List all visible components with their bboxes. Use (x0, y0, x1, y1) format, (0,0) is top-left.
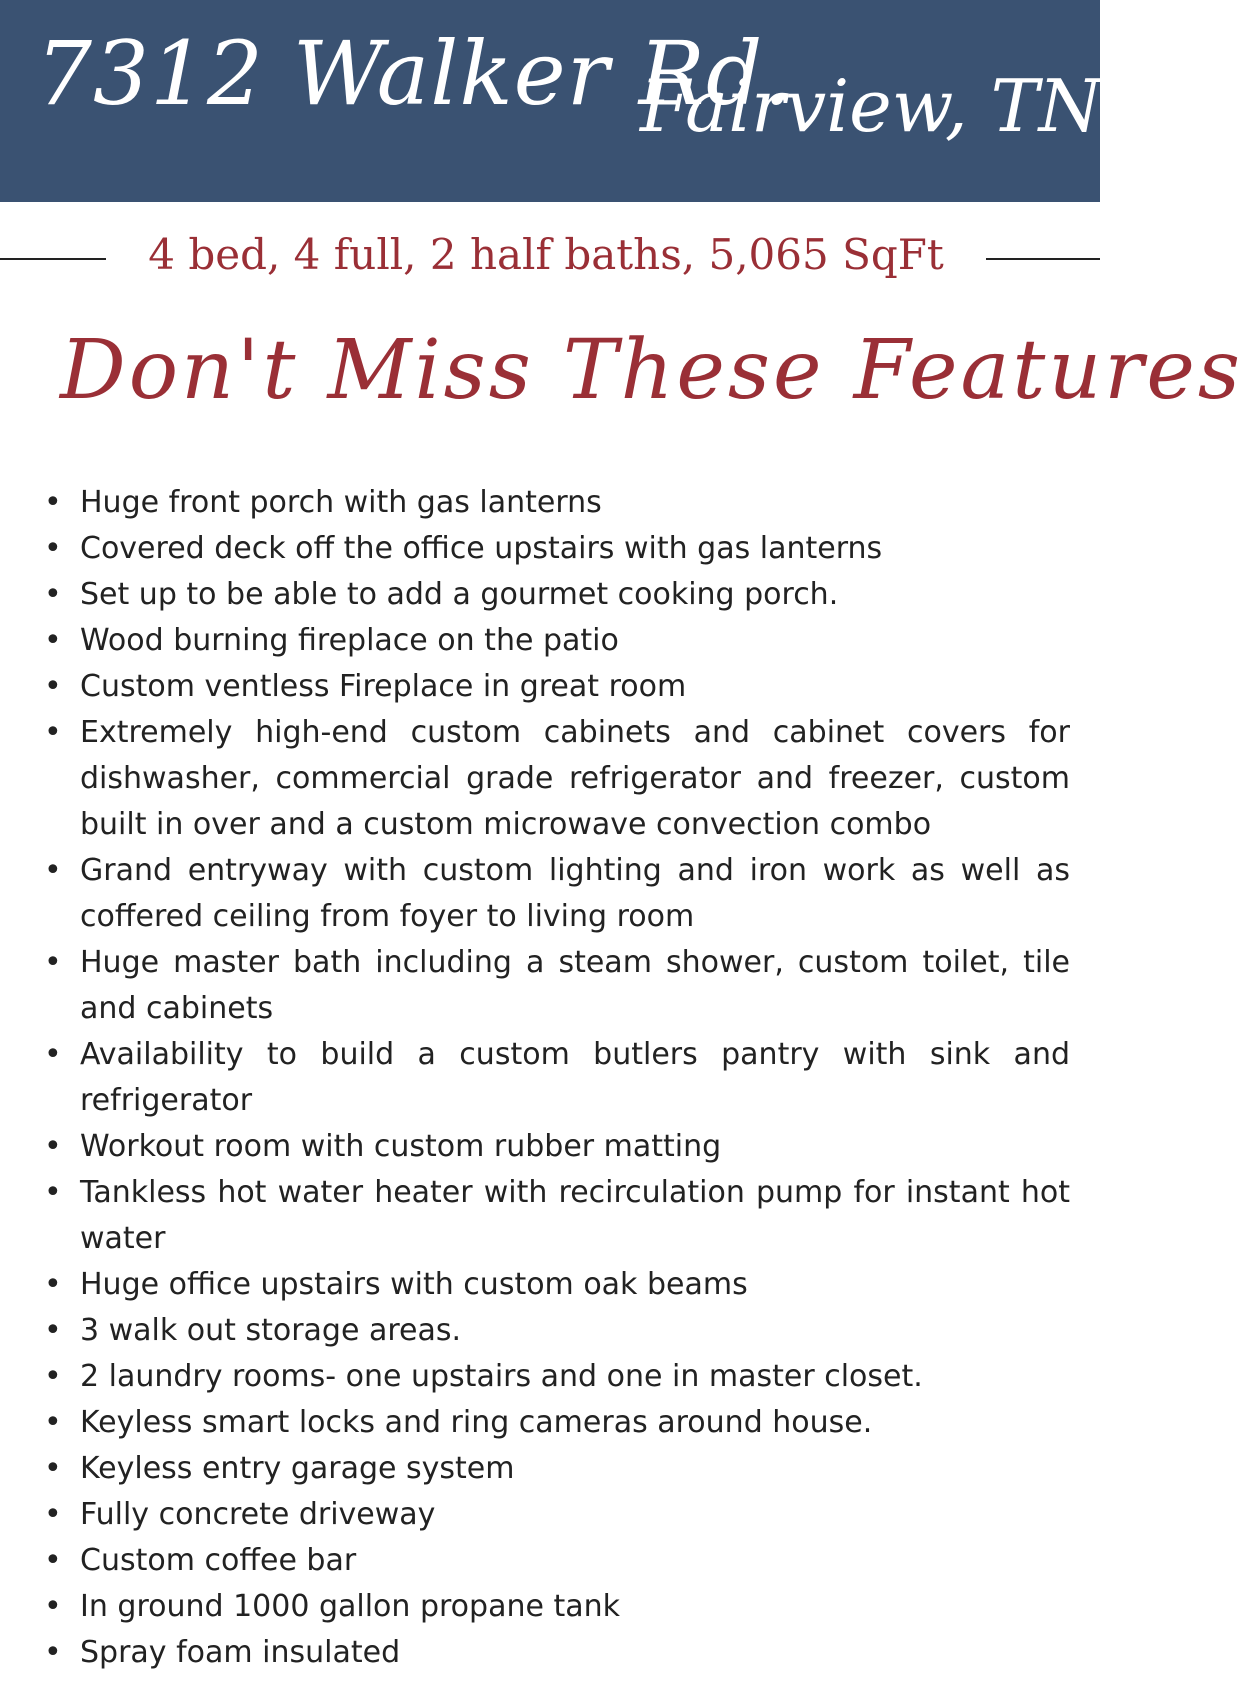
features-heading: Don't Miss These Features (60, 323, 1243, 418)
feature-text: Custom coffee bar (80, 1543, 357, 1578)
bullet-icon: • (44, 1405, 62, 1440)
divider-left (0, 258, 106, 260)
feature-item (36, 1262, 1070, 1308)
feature-text: Grand entryway with custom lighting and iron work as well as coffered ceiling from foyer to living room (80, 853, 1070, 934)
feature-text: 2 laundry rooms- one upstairs and one in master closet. (80, 1359, 923, 1394)
feature-text: Huge front porch with gas lanterns (80, 485, 602, 520)
feature-text: Keyless smart locks and ring cameras around house. (80, 1405, 873, 1440)
feature-text: 3 walk out storage areas. (80, 1313, 462, 1348)
bullet-icon: • (44, 577, 62, 612)
feature-text: Wood burning fireplace on the patio (80, 623, 619, 658)
feature-item (36, 480, 1070, 526)
bullet-icon: • (44, 1451, 62, 1486)
feature-item (36, 940, 1070, 1032)
bullet-icon: • (44, 1037, 62, 1072)
feature-item (36, 618, 1070, 664)
property-address: 7312 Walker Rd. (36, 22, 793, 125)
feature-item (36, 1446, 1070, 1492)
bullet-icon: • (44, 715, 62, 750)
bullet-icon: • (44, 1635, 62, 1670)
bullet-icon: • (44, 1313, 62, 1348)
bullet-icon: • (44, 1589, 62, 1624)
feature-text: Custom ventless Fireplace in great room (80, 669, 687, 704)
feature-item (36, 526, 1070, 572)
feature-text: Extremely high-end custom cabinets and cabinet covers for dishwasher, commercial grade refrigerator and freezer, custom built in over and a custom microwave convection combo (80, 715, 1070, 842)
feature-text: Huge master bath including a steam shower, custom toilet, tile and cabinets (80, 945, 1070, 1026)
feature-text: Huge office upstairs with custom oak beams (80, 1267, 748, 1302)
bullet-icon: • (44, 669, 62, 704)
feature-text: Workout room with custom rubber matting (80, 1129, 722, 1164)
bullet-icon: • (44, 623, 62, 658)
feature-item (36, 1124, 1070, 1170)
property-specs: 4 bed, 4 full, 2 half baths, 5,065 SqFt (148, 230, 944, 279)
feature-list (36, 480, 1070, 1676)
header-banner (0, 0, 1100, 202)
feature-item (36, 572, 1070, 618)
bullet-icon: • (44, 1175, 62, 1210)
bullet-icon: • (44, 1129, 62, 1164)
feature-item (36, 1354, 1070, 1400)
feature-text: Fully concrete driveway (80, 1497, 436, 1532)
bullet-icon: • (44, 853, 62, 888)
divider-right (986, 258, 1100, 260)
bullet-icon: • (44, 531, 62, 566)
feature-text: Tankless hot water heater with recirculation pump for instant hot water (80, 1175, 1070, 1256)
bullet-icon: • (44, 1543, 62, 1578)
feature-text: Spray foam insulated (80, 1635, 401, 1670)
feature-text: Keyless entry garage system (80, 1451, 515, 1486)
feature-text: Covered deck off the office upstairs with gas lanterns (80, 531, 883, 566)
feature-text: Set up to be able to add a gourmet cooking porch. (80, 577, 839, 612)
feature-item (36, 1308, 1070, 1354)
feature-item (36, 1584, 1070, 1630)
feature-item (36, 1170, 1070, 1262)
feature-item (36, 1630, 1070, 1676)
property-city: Fairview, TN (640, 64, 1102, 148)
feature-item (36, 848, 1070, 940)
feature-item (36, 1538, 1070, 1584)
bullet-icon: • (44, 1267, 62, 1302)
bullet-icon: • (44, 945, 62, 980)
feature-item (36, 1032, 1070, 1124)
bullet-icon: • (44, 1497, 62, 1532)
feature-item (36, 1400, 1070, 1446)
bullet-icon: • (44, 1359, 62, 1394)
feature-text: Availability to build a custom butlers pantry with sink and refrigerator (80, 1037, 1070, 1118)
feature-item (36, 664, 1070, 710)
feature-item (36, 710, 1070, 848)
bullet-icon: • (44, 485, 62, 520)
feature-text: In ground 1000 gallon propane tank (80, 1589, 620, 1624)
feature-item (36, 1492, 1070, 1538)
